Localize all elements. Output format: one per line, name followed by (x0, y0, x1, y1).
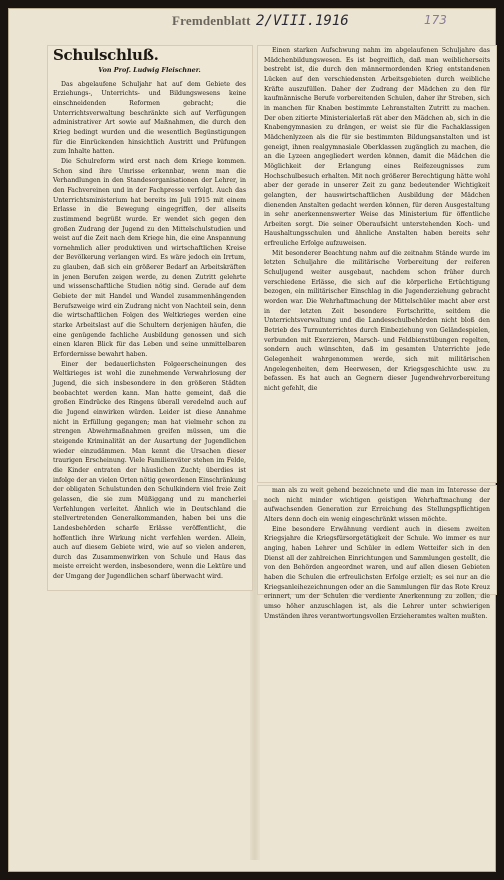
paragraph: Das abgelaufene Schuljahr hat auf dem Gebiete des Erziehungs-, Unterrichts- und Bildungswesens keine einschneidenden Reformen gebracht; die Unterrichtsverwaltung beschränkte sich auf Verfügungen administrativer Art sowie auf Maßnahmen, die durch den Krieg bedingt wurden und die wesentlich Begünstigungen für die Einrückenden hinsichtlich Austritt und Prüfungen zum Inhalte hatten. (53, 80, 246, 156)
folio-number: 173 (424, 13, 447, 27)
article-left-column (47, 45, 253, 591)
clipping-header (172, 13, 472, 35)
paragraph: Einen starken Aufschwung nahm im abgelaufenen Schuljahre das Mädchenbildungswesen. Es ist begreiflich, daß man weiblicherseits bestrebt ist, die durch den männermordenden Krieg entstandenen Lücken auf den verschiedensten Arbeitsgebieten durch weibliche Kräfte auszufüllen. Daher der Zudrang der Mädchen zu den für kaufmännische Berufe vorbereitenden Schulen, daher ihr Streben, sich in manchen für Knaben bestimmte Lehranstalten Zutritt zu machen. Der oben zitierte Ministerialerlaß rät aber den Mädchen ab, sich in die Knabengymnasien zu drängen, er weist sie für die Fachaklassigen Mädchenlyzeen als die für sie bestimmten Bildungsanstalten und ist geneigt, ihnen realgymnasiale Oberklassen zugänglich zu machen, die an die Lyzeen angegliedert werden können, damit die Mädchen die Möglichkeit der Erlangung eines Reifezeugnisses zum Hochschulbesuch erhalten. Mit noch größerer Berechtigung hätte wohl aber der gerade in unserer Zeit zu ganz bedeutender Wichtigkeit gelangten, der hauswirtschaftlichen Ausbildung der Mädchen dienenden Anstalten gedacht werden können, für deren Ausgestaltung in sehr anerkennenswerter Weise das Ministerium für öffentliche Arbeiten sorgt. Die seiner Oberaufsicht unterstehenden Koch- und Haushaltungsschulen und ähnliche Anstalten haben bereits sehr erfreuliche Erfolge aufzuweisen. (264, 47, 490, 248)
paragraph: Eine besondere Erwähnung verdient auch in diesem zweiten Kriegsjahre die Kriegsfürsorgetätigkeit der Schule. Wo immer es nur anging, haben Lehrer und Schüler in edlem Wetteifer sich in den Dienst all der zahlreichen Einrichtungen und Sammlungen gestellt, die von den Behörden angeordnet waren, und auf allen diesen Gebieten haben die Schulen die erfreulichsten Erfolge erzielt; es sei nur an die Kriegsanleihezeichnungen oder an die Sammlungen für das Rote Kreuz erinnert, um der Schulen die verdiente Anerkennung zu zollen, die umso höher anzuschlagen ist, als die Lehrer unter schwierigen Umständen ihres verantwortungsvollen Erzieheramtes walten mußten. (264, 525, 490, 620)
paragraph: Mit besonderer Beachtung nahm auf die zeitnahm Stände wurde im letzten Schuljahre die militärische Vorbereitung der reiferen Schuljugend weiter ausgebaut, nachdem schon früher durch verschiedene Erlässe, die sich auf die körperliche Ertüchtigung bezogen, ein militärischer Einschlag in die Jugenderziehung gebracht worden war. Die Wehrhaftmachung der Mittelschüler macht aber erst in der letzten Zeit besondere Fortschritte, seitdem die Unterrichtsverwaltung und die Landesschulbehörden nicht bloß den Betrieb des Turnunterrichtes durch Einbeziehung von Geländespielen, verbunden mit Exerzieren, Marsch- und Feldbienstübungen regelten, sondern auch wünschten, daß im gesamten Unterrichte jede Gelegenheit wahrgenommen werde, sich mit militärischen Angelegenheiten, dem Heerwesen, der Kriegsgeschichte usw. zu befassen. Es hat auch an Gegnern dieser Jugendwehrvorbereitung nicht gefehlt, die (264, 249, 490, 392)
paragraph: Einer der bedauerlichsten Folgeerscheinungen des Weltkrieges ist wohl die zunehmende Verwahrlosung der Jugend, die sich insbesondere in den größeren Städten beobachtet werden kann. Man hatte gemeint, daß die großen Eindrücke des Ringens überall veredelnd auch auf die Jugend einwirken würden. Leider ist diese Annahme nicht in Erfüllung gegangen; man hat vielmehr schon zu strengen Abwehrmaßnahmen greifen müssen, um die steigende Kriminalität an der Ausartung der Jugendlichen wieder einzudämmen. Man kennt die Ursachen dieser traurigen Erscheinung. Viele Familienväter stehen im Felde, die Kinder entraten der häuslichen Zucht; überdies ist infolge der an vielen Orten nötig gewordenen Einschränkung der obligaten Schulstunden den Schulkindern viel freie Zeit gelassen, die sie zum Müßiggang und zu mancherlei Verfehlungen verleitet. Ähnlich wie in Deutschland die stellvertretenden Generalkommanden, haben bei uns die Landesbehörden scharfe Erlässe veröffentlicht, die hoffentlich ihre Wirkung nicht verfehlen werden. Allein, auch auf diesem Gebiete wird, wie auf so vielen anderen, durch das Zusammenwirken von Schule und Haus das meiste erreicht werden, insbesondere, wenn die Lektüre und der Umgang der Jugendlichen scharf überwacht wird. (53, 360, 246, 581)
article-right-column (257, 45, 497, 483)
article-title: Schulschluß. (53, 46, 159, 64)
handwritten-date: 2/VIII.1916 (256, 13, 349, 29)
article-byline: Von Prof. Ludwig Fleischner. (98, 66, 201, 74)
newspaper-masthead: Fremdenblatt (172, 13, 251, 28)
article-right-column-continued (257, 485, 497, 620)
paragraph: man als zu weit gehend bezeichnete und die man im Interesse der noch nicht minder wichtigen geistigen Wehrhaftmachung der aufwachsenden Generation zur Erreichung des Stellungspflichtigen Alters denn doch ein wenig eingeschränkt wissen möchte. (264, 487, 490, 523)
paragraph: Die Schulreform wird erst nach dem Kriege kommen. Schon sind ihre Umrisse erkennbar, wenn man die Verhandlungen in den Standesorganisationen der Lehrer, in den Fachvereinen und in der Fachpresse verfolgt. Auch das Unterrichtsministerium hat bereits im Juli 1915 mit einem Erlasse in die Bewegung eingegriffen, der allseits zustimmend begrüßt wurde. Er wendet sich gegen den großen Zudrang der Jugend zu den Mittelschulstudien und weist auf die Zeit nach dem Kriege hin, die eine Anspannung vornehmlich aller produktiven und wirtschaftlichen Kreise der Bevölkerung verlangen wird. Es wäre jedoch ein Irrtum, zu glauben, daß sich ein größerer Bedarf an Arbeitskräften in jenen Berufen zeigen werde, zu denen Zutritt gelehrte und wissenschaftliche Studien nötig sind. Gerade auf dem Gebiete der mit Handel und Wandel zusammenhängenden Berufszweige wird ein Zudrang nicht von Nachteil sein, denn die wirtschaftlichen Folgen des Weltkrieges werden eine starke Arbeitslast auf die Schultern derjenigen häufen, die eine genügende fachliche Ausbildung genossen und sich einen klaren Blick für das Leben und seine unmittelbaren Erfordernisse bewahrt haben. (53, 157, 246, 359)
